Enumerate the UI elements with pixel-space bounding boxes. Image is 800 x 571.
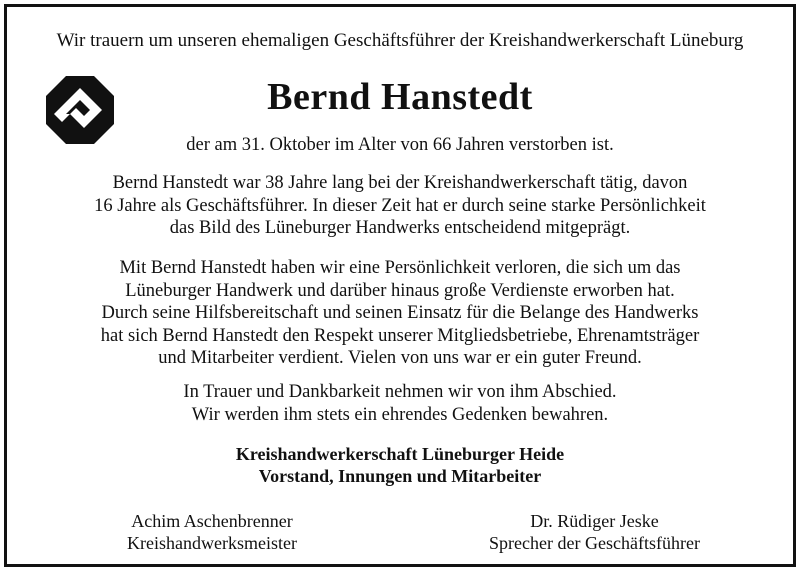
death-note: der am 31. Oktober im Alter von 66 Jahren verstorben ist. xyxy=(186,135,614,155)
paragraph-line: hat sich Bernd Hanstedt den Respekt unserer Mitgliedsbetriebe, Ehrenamtsträger xyxy=(100,325,700,346)
organization-name: Kreishandwerkerschaft Lüneburger Heide xyxy=(235,444,565,464)
signatory-role: Kreishandwerksmeister xyxy=(127,533,297,553)
paragraph-line: In Trauer und Dankbarkeit nehmen wir von ihm Abschied. xyxy=(183,382,617,402)
signatory-role: Sprecher der Geschäftsführer xyxy=(489,533,700,553)
paragraph-line: 16 Jahre als Geschäftsführer. In dieser Zeit hat er durch seine starke Persönlichkeit xyxy=(94,195,706,216)
farewell-paragraph xyxy=(7,381,793,426)
signature-left xyxy=(97,510,327,554)
paragraph-line: das Bild des Lüneburger Handwerks entscheidend mitgeprägt. xyxy=(169,218,631,238)
paragraph-line: und Mitarbeiter verdient. Vielen von uns war er ein guter Freund. xyxy=(158,348,642,368)
paragraph-line: Mit Bernd Hanstedt haben wir eine Persönlichkeit verloren, die sich um das xyxy=(119,258,681,278)
signature-right xyxy=(462,510,727,554)
intro-text: Wir trauern um unseren ehemaligen Geschäftsführer der Kreishandwerkerschaft Lüneburg xyxy=(56,30,744,51)
paragraph-line: Bernd Hanstedt war 38 Jahre lang bei der Kreishandwerkerschaft tätig, davon xyxy=(112,173,688,193)
tribute-paragraph-1 xyxy=(7,172,793,240)
deceased-name: Bernd Hanstedt xyxy=(267,76,533,118)
tribute-paragraph-2 xyxy=(7,257,793,370)
organization-block xyxy=(7,443,793,487)
obituary-frame xyxy=(4,4,796,567)
paragraph-line: Durch seine Hilfsbereitschaft und seinen Einsatz für die Belange des Handwerks xyxy=(101,303,699,323)
organization-members: Vorstand, Innungen und Mitarbeiter xyxy=(258,466,542,486)
signatory-name: Dr. Rüdiger Jeske xyxy=(530,511,659,531)
paragraph-line: Wir werden ihm stets ein ehrendes Gedenken bewahren. xyxy=(191,404,609,425)
signatory-name: Achim Aschenbrenner xyxy=(131,511,293,531)
paragraph-line: Lüneburger Handwerk und darüber hinaus große Verdienste erworben hat. xyxy=(125,280,675,301)
